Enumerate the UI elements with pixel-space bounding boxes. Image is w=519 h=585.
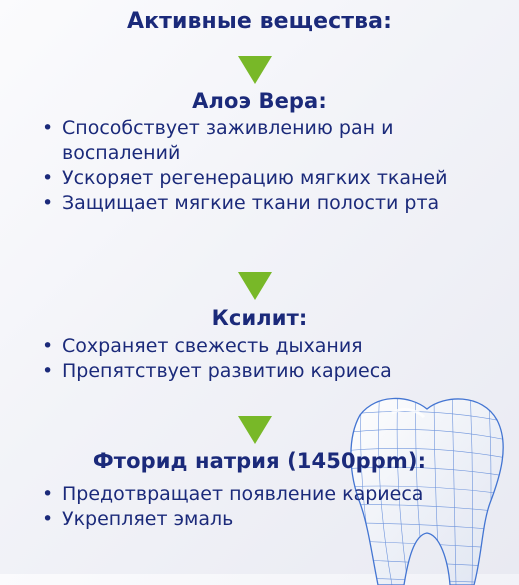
list-item: • Препятствует развитию кариеса <box>42 359 512 384</box>
arrow-down-icon <box>238 272 272 300</box>
list-item: • Защищает мягкие ткани полости рта <box>42 191 512 216</box>
list-item: • Способствует заживлению ран и воспалений <box>42 116 512 166</box>
list-item: • Ускоряет регенерацию мягких тканей <box>42 166 512 191</box>
arrow-down-icon <box>238 416 272 444</box>
fluoride-bullet-list <box>42 482 512 532</box>
page-title: Активные вещества: <box>127 9 392 34</box>
list-item: • Предотвращает появление кариеса <box>42 482 512 507</box>
xylitol-bullet-list <box>42 334 512 384</box>
list-item: • Укрепляет эмаль <box>42 507 512 532</box>
aloe-bullet-list <box>42 116 512 216</box>
section-title-xylitol: Ксилит: <box>211 306 308 330</box>
section-title-fluoride: Фторид натрия (1450ppm): <box>92 449 427 473</box>
arrow-down-icon <box>238 56 272 84</box>
list-item: • Сохраняет свежесть дыхания <box>42 334 512 359</box>
section-title-aloe: Алоэ Вера: <box>192 89 327 113</box>
